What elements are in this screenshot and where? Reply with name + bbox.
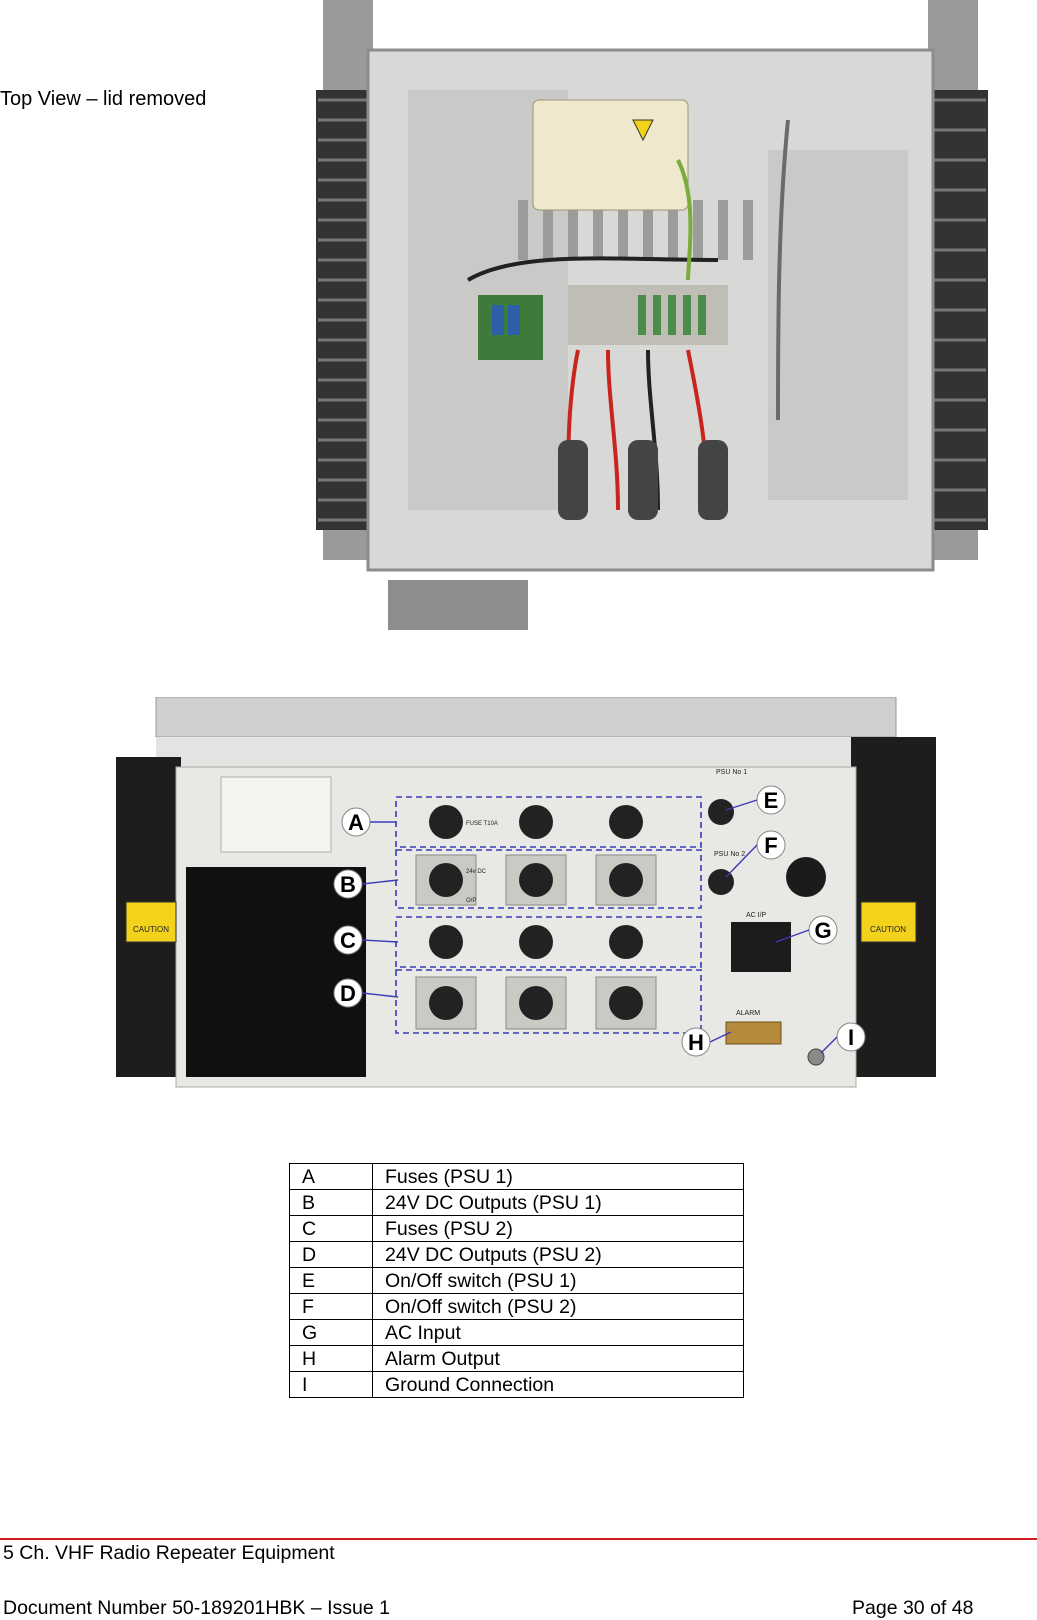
svg-text:CAUTION: CAUTION — [133, 925, 169, 934]
callout-h: H — [688, 1030, 704, 1055]
legend-row — [290, 1268, 744, 1294]
legend-description: 24V DC Outputs (PSU 1) — [373, 1190, 744, 1216]
legend-key: C — [290, 1216, 373, 1242]
legend-description: Alarm Output — [373, 1346, 744, 1372]
legend-key: B — [290, 1190, 373, 1216]
legend-description: On/Off switch (PSU 1) — [373, 1268, 744, 1294]
legend-key: F — [290, 1294, 373, 1320]
caution-label-left — [126, 902, 176, 942]
svg-text:FUSE T10A: FUSE T10A — [466, 821, 498, 827]
legend-row — [290, 1294, 744, 1320]
callout-a: A — [348, 810, 364, 835]
svg-text:O/P: O/P — [466, 898, 477, 904]
svg-text:PSU No 2: PSU No 2 — [714, 851, 746, 858]
caution-label-right — [861, 902, 916, 942]
legend-description: Fuses (PSU 1) — [373, 1164, 744, 1190]
legend-description: Ground Connection — [373, 1372, 744, 1398]
legend-description: 24V DC Outputs (PSU 2) — [373, 1242, 744, 1268]
svg-text:ALARM: ALARM — [736, 1010, 761, 1017]
footer-document-number: Document Number 50-189201HBK – Issue 1 — [3, 1597, 390, 1619]
legend-key: E — [290, 1268, 373, 1294]
connector-legend-table — [289, 1163, 744, 1398]
footer-title: 5 Ch. VHF Radio Repeater Equipment — [3, 1542, 335, 1564]
legend-key: D — [290, 1242, 373, 1268]
svg-text:AC I/P: AC I/P — [746, 912, 767, 919]
svg-text:24v DC: 24v DC — [466, 869, 487, 875]
callout-e: E — [763, 788, 779, 813]
callout-g: G — [814, 918, 832, 943]
svg-text:PSU No 1: PSU No 1 — [716, 769, 748, 776]
legend-row — [290, 1320, 744, 1346]
svg-text:CAUTION: CAUTION — [870, 925, 906, 934]
legend-key: A — [290, 1164, 373, 1190]
legend-key: I — [290, 1372, 373, 1398]
top-view-photo — [268, 0, 1013, 650]
callout-b: B — [340, 872, 356, 897]
legend-row — [290, 1346, 744, 1372]
rear-panel-photo — [116, 697, 959, 1113]
legend-description: On/Off switch (PSU 2) — [373, 1294, 744, 1320]
top-view-caption: Top View – lid removed — [0, 88, 207, 110]
callout-i: I — [847, 1025, 855, 1050]
legend-row — [290, 1190, 744, 1216]
callout-d: D — [340, 981, 356, 1006]
callout-f: F — [764, 833, 778, 858]
legend-description: Fuses (PSU 2) — [373, 1216, 744, 1242]
legend-row — [290, 1216, 744, 1242]
callout-c: C — [340, 928, 356, 953]
legend-description: AC Input — [373, 1320, 744, 1346]
legend-row — [290, 1242, 744, 1268]
legend-row — [290, 1372, 744, 1398]
legend-row — [290, 1164, 744, 1190]
legend-key: G — [290, 1320, 373, 1346]
footer-page-number: Page 30 of 48 — [852, 1597, 974, 1619]
footer-rule — [0, 1538, 1037, 1540]
legend-key: H — [290, 1346, 373, 1372]
